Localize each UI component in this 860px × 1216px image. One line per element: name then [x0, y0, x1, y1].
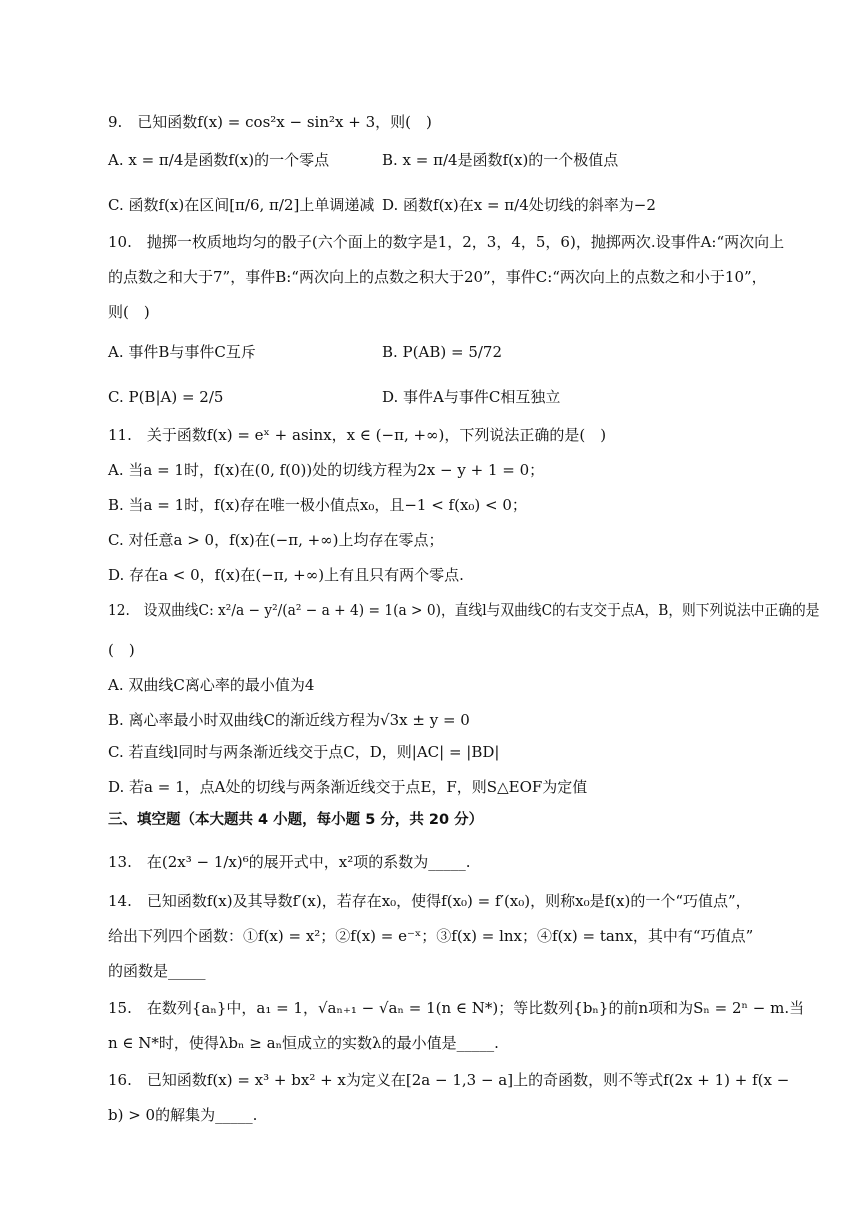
q10-option-d: D. 事件A与事件C相互独立 — [382, 388, 561, 406]
q12-option-d: D. 若a = 1，点A处的切线与两条渐近线交于点E，F，则S△EOF为定值 — [108, 778, 588, 796]
q11-option-c: C. 对任意a > 0，f(x)在(−π, +∞)上均存在零点； — [108, 531, 444, 549]
q11-option-a: A. 当a = 1时，f(x)在(0, f(0))处的切线方程为2x − y + 1 = 0； — [108, 461, 545, 479]
q9-stem: 9. 已知函数f(x) = cos²x − sin²x + 3，则( ) — [108, 113, 432, 131]
q11-stem: 11. 关于函数f(x) = eˣ + asinx，x ∈ (−π, +∞)，下列说法正确的是( ) — [108, 426, 607, 444]
q11-option-b: B. 当a = 1时，f(x)存在唯一极小值点x₀，且−1 < f(x₀) < 0； — [108, 496, 527, 514]
q11-option-d: D. 存在a < 0，f(x)在(−π, +∞)上有且只有两个零点. — [108, 566, 464, 584]
q14-line-3: 的函数是_____ — [108, 962, 206, 980]
q9-option-a: A. x = π/4是函数f(x)的一个零点 — [108, 151, 330, 169]
section-title: 三、填空题（本大题共 4 小题，每小题 5 分，共 20 分） — [108, 812, 484, 828]
q15-line-2: n ∈ N*时，使得λbₙ ≥ aₙ恒成立的实数λ的最小值是_____. — [108, 1034, 499, 1052]
q9-option-d: D. 函数f(x)在x = π/4处切线的斜率为−2 — [382, 196, 656, 214]
q12-option-c: C. 若直线l同时与两条渐近线交于点C，D，则|AC| = |BD| — [108, 743, 500, 761]
q9-option-c: C. 函数f(x)在区间[π/6, π/2]上单调递减 — [108, 196, 375, 214]
q12-stem-line-2: ( ) — [108, 641, 135, 659]
q12-option-b: B. 离心率最小时双曲线C的渐近线方程为√3x ± y = 0 — [108, 711, 470, 729]
q15-line-1: 15. 在数列{aₙ}中，a₁ = 1，√aₙ₊₁ − √aₙ = 1(n ∈ N*)；等比数列{bₙ}的前n项和为Sₙ = 2ⁿ − m.当 — [108, 999, 805, 1017]
q10-option-a: A. 事件B与事件C互斥 — [108, 343, 256, 361]
q10-stem-line-2: 的点数之和大于7”，事件B:“两次向上的点数之积大于20”，事件C:“两次向上的点数之和小于10”， — [108, 268, 767, 286]
q14-line-2: 给出下列四个函数：①f(x) = x²；②f(x) = e⁻ˣ；③f(x) = lnx；④f(x) = tanx，其中有“巧值点” — [108, 927, 754, 945]
q10-option-c: C. P(B|A) = 2/5 — [108, 388, 224, 406]
q14-line-1: 14. 已知函数f(x)及其导数f′(x)，若存在x₀，使得f(x₀) = f′(x₀)，则称x₀是f(x)的一个“巧值点”， — [108, 892, 751, 910]
q10-stem-line-3: 则( ) — [108, 303, 150, 321]
q10-stem-line-1: 10. 抛掷一枚质地均匀的骰子(六个面上的数字是1，2，3，4，5，6)，抛掷两次.设事件A:“两次向上 — [108, 233, 785, 251]
q16-line-2: b) > 0的解集为_____. — [108, 1106, 258, 1124]
q12-stem-line-1: 12. 设双曲线C: x²/a − y²/(a² − a + 4) = 1(a > 0)，直线l与双曲线C的右支交于点A，B，则下列说法中正确的是 — [108, 601, 820, 619]
q16-line-1: 16. 已知函数f(x) = x³ + bx² + x为定义在[2a − 1,3 − a]上的奇函数，则不等式f(2x + 1) + f(x − — [108, 1071, 790, 1089]
q12-option-a: A. 双曲线C离心率的最小值为4 — [108, 676, 315, 694]
q10-option-b: B. P(AB) = 5/72 — [382, 343, 502, 361]
q9-option-b: B. x = π/4是函数f(x)的一个极值点 — [382, 151, 619, 169]
q13-line: 13. 在(2x³ − 1/x)⁶的展开式中，x²项的系数为_____. — [108, 853, 471, 871]
